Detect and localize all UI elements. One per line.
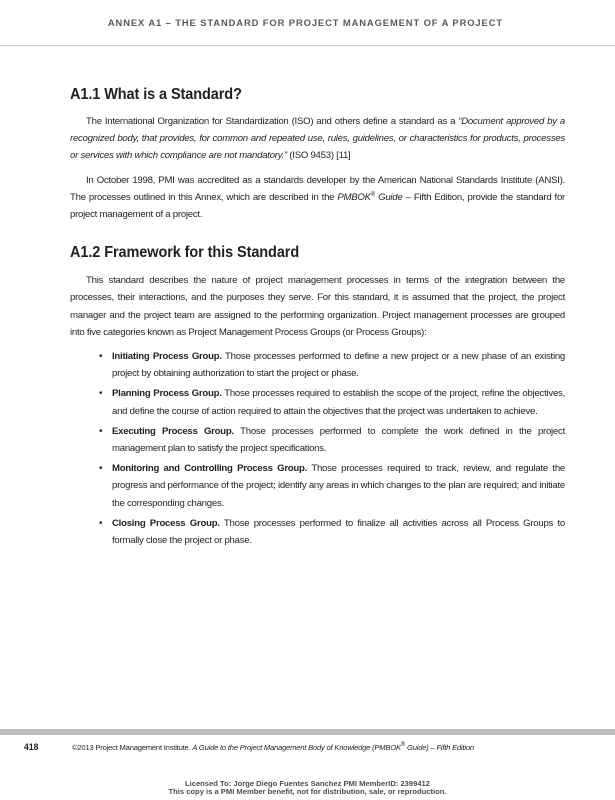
bullet-icon: • [99,463,103,475]
page-content [70,86,565,552]
list-item-text: Those processes performed to define a new project or a new phase of an existing project by obtaining authorization to start the project or phase. [112,351,565,380]
list-item [99,515,565,549]
copyright-prefix: ©2013 Project Management Institute. [72,743,193,752]
bullet-icon: • [99,517,103,529]
definition-citation: (ISO 9453) [11] [286,150,351,162]
registered-mark: ® [370,191,375,198]
list-item [99,423,565,457]
page-number: 418 [24,742,39,753]
list-item-term: Planning Process Group. [112,388,222,400]
list-item [99,460,566,512]
list-item-term: Executing Process Group. [112,425,234,437]
list-item-term: Monitoring and Controlling Process Group. [112,463,308,475]
running-head [0,0,615,46]
list-item [99,348,565,382]
section-heading-a1-2: A1.2 Framework for this Standard [70,244,300,262]
copyright-title: A Guide to the Project Management Body of Knowledge (PMBOK [192,743,401,752]
copyright-title-end: Guide) – Fifth Edition [405,743,474,752]
list-item-text: Those processes required to establish the scope of the project, refine the objectives, and define the course of action required to attain the objectives that the project was undertaken to achieve. [112,388,565,417]
accreditation-text-end: – Fifth Edition, provide the standard for project management of a project. [70,191,565,221]
copyright-registered-mark: ® [400,742,406,748]
definition-quote: “Document approved by a recognized body, that provides, for common and repeated use, rules, guidelines, or characteristics for products, processes or services with which compliance are not mandatory.” [70,116,565,162]
bullet-icon: • [99,351,103,363]
section-heading-a1-1: A1.1 What is a Standard? [70,86,242,103]
list-item-text: Those processes performed to complete the work defined in the project management plan to satisfy the project specifications. [112,425,565,455]
process-groups-list [70,348,565,549]
license-line-1: Licensed To: Jorge Diego Fuentes Sanchez PMI MemberID: 2399412 [184,779,431,788]
list-item-text: Those processes performed to finalize all activities across all Process Groups to formally close the project or phase. [112,517,565,547]
license-line-2: This copy is a PMI Member benefit, not for distribution, sale, or reproduction. [168,787,447,796]
definition-intro: The International Organization for Standardization (ISO) and others define a standard as a [86,116,459,127]
standard-definition-paragraph [70,113,565,165]
running-head-text: ANNEX A1 – THE STANDARD FOR PROJECT MANAGEMENT OF A PROJECT [107,17,503,28]
list-item-term: Initiating Process Group. [112,351,222,363]
ansi-accreditation-paragraph [70,172,565,224]
guide-title: Guide [374,191,403,203]
framework-intro-paragraph: This standard describes the nature of project management processes in terms of the integration between the processes, their interactions, and the purposes they serve. For this standard, it is assumed that the project, the project manager and the project team are assigned to the performing organization. Project management processes are grouped into five categories known as Project Management Process Groups (or Process Groups): [70,275,565,338]
bullet-icon: • [99,425,103,437]
list-item-text: Those processes required to track, review, and regulate the progress and performance of the project; identify any areas in which changes to the plan are required; and initiate the corresponding changes. [112,463,566,509]
list-item [99,385,565,419]
copyright-line [72,743,474,752]
list-item-term: Closing Process Group. [112,517,220,529]
accreditation-text: In October 1998, PMI was accredited as a standards developer by the American National Standards Institute (ANSI). The processes outlined in this Annex, which are described in the [70,174,565,203]
footer-rule [0,729,615,735]
pmbok-title: PMBOK [337,191,371,203]
bullet-icon: • [99,388,103,400]
